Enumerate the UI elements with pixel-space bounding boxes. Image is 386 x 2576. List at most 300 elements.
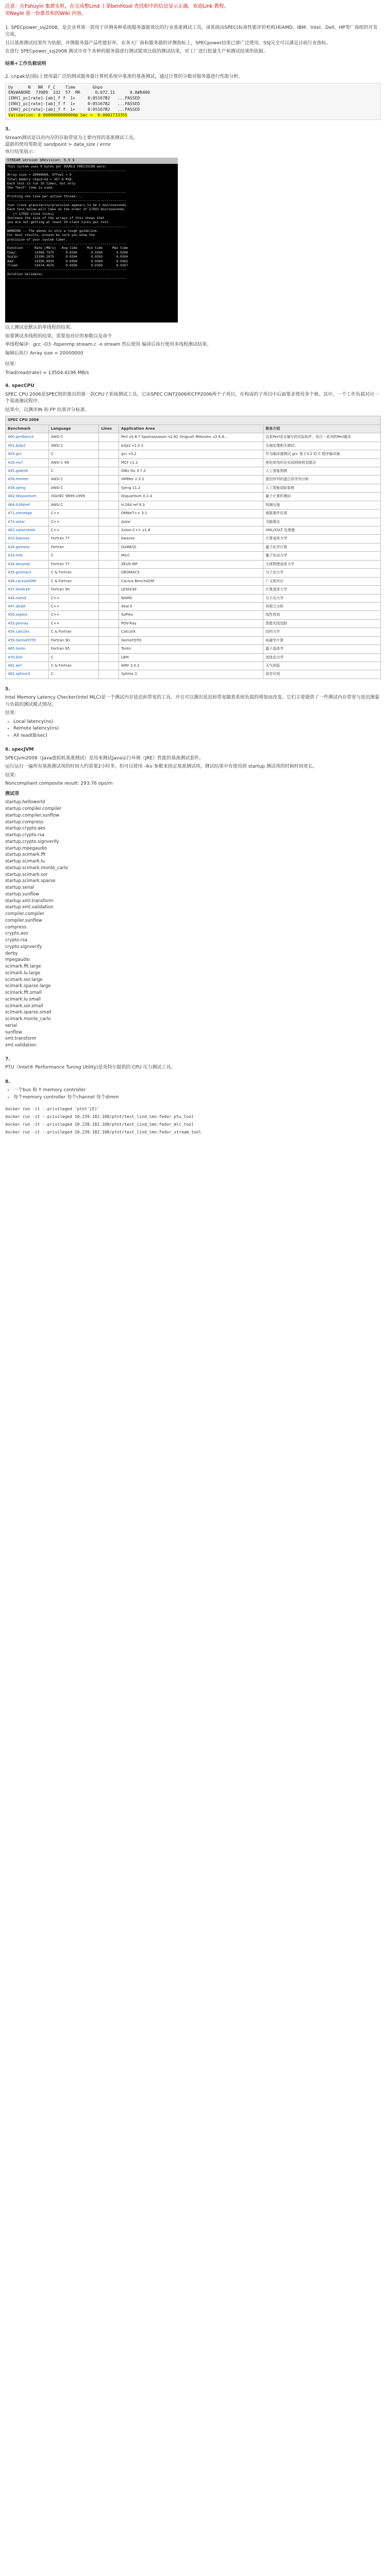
table-cell: C++ (48, 602, 98, 611)
table-cell: 445.gobmk (6, 467, 49, 475)
table-cell: 436.cactusADM (6, 577, 49, 585)
column-header: Benchmark (6, 425, 49, 433)
table-cell: 量子化学计算 (263, 543, 381, 551)
specjvm-benchmark-list (5, 799, 381, 1049)
table-cell: 分子动力学 (263, 569, 381, 577)
table-cell: gcc v3.2 (119, 450, 263, 459)
table-cell: GemsFDTD (119, 636, 263, 645)
terminal-line: ------------------------------------------------------------- (7, 199, 126, 203)
terminal-line: WARNING -- The above is only a rough guideline. (7, 229, 99, 233)
table-cell: libquantum 0.2.4 (119, 493, 263, 501)
table-cell: ZEUS-MP (119, 560, 263, 568)
table-cell: GAMESS (119, 543, 263, 551)
table-cell (99, 493, 119, 501)
step4-desc: SPEC CPU 2006是SPEC组织推出的第一款CPU子系统测试工具。它由SPEC CINT2006和CFP2006两个子项目，在构成的子项目中后面要求使用多个核。其中，一个工作负载对应一个基准测试程序。 (5, 392, 379, 404)
list-item: sunflow (5, 1029, 22, 1035)
list-item: startup.crypto.signverify (5, 839, 59, 844)
table-cell: ISO/IEC 9899:1999 (48, 493, 98, 501)
table-cell: C++ (48, 518, 98, 526)
table-cell: POV-Ray (119, 619, 263, 628)
list-item: crypto.signverify (5, 944, 42, 950)
table-row (6, 552, 381, 560)
step6-list-title: 测试项 (5, 791, 20, 796)
docker-command-line[interactable]: docker run -it --privileged 10.239.182.108/ptnt/test_lind_lmn:fedor_stream_tool (5, 1130, 202, 1135)
terminal-line: Add: 13339.9919 0.0360 0.0360 0.0361 (7, 259, 128, 263)
table-cell (99, 662, 119, 670)
table-cell: ANSI C 99 (48, 459, 98, 467)
table-cell: C (48, 450, 98, 459)
terminal-line: Copy: 12089.7375 0.0265 0.0265 0.0266 (7, 250, 128, 255)
table-cell (99, 535, 119, 543)
terminal-line: For best results, please be sure you know the (7, 233, 95, 238)
step3-title: 3. (5, 127, 10, 132)
table-cell: 483.xalancbmk (6, 527, 49, 535)
list-item: startup.compress (5, 819, 44, 825)
table-cell: 天体物理流体力学 (263, 560, 381, 568)
table-cell (99, 467, 119, 475)
table-cell: XML/XSLT 处理器 (263, 527, 381, 535)
list-item: scimark.sor.large (5, 977, 43, 982)
table-cell: C++ (48, 527, 98, 535)
table-body (6, 433, 381, 679)
table-row (6, 501, 381, 509)
terminal-line: (= 17502 clock ticks) (13, 212, 54, 216)
code-header: Uy N NR F_C Time Ghpo (8, 84, 103, 90)
terminal-line: ------------------------------------------------------------- (7, 242, 126, 246)
table-cell: C & Fortran (48, 628, 98, 636)
table-cell: LESlie3d (119, 586, 263, 594)
table-cell: OMNeT++ 3.1 (119, 510, 263, 518)
table-cell: WRF 2.0.2 (119, 662, 263, 670)
table-row (6, 619, 381, 628)
table-cell: MCF v1.2 (119, 459, 263, 467)
table-header-row (6, 416, 381, 425)
table-cell: 403.gcc (6, 450, 49, 459)
list-item: scimark.fft.small (5, 990, 42, 996)
terminal-line: the *best* time is used. (7, 186, 54, 190)
table-cell: 459.GemsFDTD (6, 636, 49, 645)
terminal-line: Function Rate (MB/s) Avg time Min time Max time (7, 246, 128, 250)
table-cell: 435.gromacs (6, 569, 49, 577)
table-row (6, 602, 381, 611)
table-cell: 天气预报 (263, 662, 381, 670)
terminal-line: Your clock granularity/precision appears to be 1 microseconds. (7, 203, 128, 207)
list-item: • 一个bus 和 Y memory controller (13, 1087, 381, 1094)
terminal-line: ------------------------------------------------------------- (7, 190, 126, 194)
table-cell (99, 433, 119, 442)
table-cell: 458.sjeng (6, 484, 49, 492)
column-header: Language (48, 425, 98, 433)
spec-cpu-table (5, 416, 381, 679)
step4-title: 4. specCPU (5, 383, 35, 389)
table-row (6, 645, 381, 653)
table-cell: 454.calculix (6, 628, 49, 636)
step3-after-line: 编辑后执行 Array size = 20000000 (5, 350, 83, 356)
table-row (6, 535, 381, 543)
table-cell: 图像光线追踪 (263, 619, 381, 628)
table-cell (99, 653, 119, 662)
docker-command-line[interactable]: docker run -it --privileged 10.239.182.108/ptnt/test_lind_lmn:fedor_mlc_tool (5, 1122, 194, 1127)
list-item: compress (5, 924, 26, 930)
table-cell: deal.II (119, 602, 263, 611)
table-cell: SoPlex (119, 611, 263, 619)
table-cell: 401.bzip2 (6, 442, 49, 450)
table-row (6, 560, 381, 568)
step4-result: Triad(read/rate) = 13504.4196 MB/s (5, 370, 89, 376)
table-cell (99, 586, 119, 594)
table-row (6, 476, 381, 484)
table-cell: 450.soplex (6, 611, 49, 619)
table-row (6, 611, 381, 619)
code-line: ENV#ABORE 73989 332 57 MR 0:072.11 0.8#8400 (8, 90, 150, 95)
code-block-1 (5, 83, 381, 121)
list-item: startup.scimark.lu (5, 859, 45, 865)
list-item: • Local latency(ns) (13, 719, 381, 726)
table-cell: 481.wrf (6, 662, 49, 670)
terminal-line: This system uses 8 bytes per DOUBLE PRECISION word. (7, 164, 107, 168)
table-cell: 482.sphinx3 (6, 670, 49, 679)
table-cell: 作为编译器测试 gcc 基于3.2 的 C 程序编译器 (263, 450, 381, 459)
table-row (6, 569, 381, 577)
step6-result-label: 结果： (5, 772, 20, 778)
notice-text: 注意：在Fshuyin 集群实机，在完成整Lind 上第benhtool 查找相中的信息显示正确，欢迎Link 教程。 用Nayle 基一份推荐和的Wiki 内容。 (5, 4, 229, 16)
list-item: startup.mpegaudio (5, 845, 47, 851)
section-ptu (0, 1056, 386, 1072)
table-cell: Fortran 95 (48, 645, 98, 653)
intro-line: 1. SPECpower_ssj2008，是企业界第一款用于评测各种系统服务器能效比的行业基准测试工具，该系统由SPEC(标准性能评价机构)和AMD、IBM、Intel、Dell、HP等厂商组织开发完成， (5, 25, 378, 38)
terminal-line: Triad: 13474.4576 0.0356 0.0356 0.0357 (7, 263, 128, 267)
list-item: scimark.sor.small (5, 1003, 43, 1009)
table-cell: ANSI C (48, 442, 98, 450)
list-item: startup.compiler.compiler (5, 806, 62, 812)
table-cell: 434.zeusmp (6, 560, 49, 568)
intro-line: 且以基准测试结果作为依据，评测服务器产品性能好坏。在各大厂商和服务器的评测指标上，SPECpower结果已被广泛使用，SSJ完全可以满足目前行业指标。 (5, 40, 331, 46)
list-item: • All read(B/sec) (13, 733, 381, 740)
table-cell: Fortran 77 (48, 535, 98, 543)
table-cell: 计算流体力学 (263, 586, 381, 594)
table-cell: C++ (48, 594, 98, 602)
terminal-line: Increase the size of the arrays if this shows that (7, 216, 105, 220)
table-cell: Fortran 90 (48, 636, 98, 645)
terminal-line: ------------------------------------------------------------- (7, 276, 126, 280)
table-cell (99, 518, 119, 526)
list-item: startup.scimark.sparse (5, 878, 56, 884)
table-cell (99, 619, 119, 628)
step7-title: 7. (5, 1056, 10, 1062)
terminal-line: you are not getting at least 20 clock ticks per test. (7, 221, 111, 225)
table-cell: 433.milc (6, 552, 49, 560)
table-row (6, 433, 381, 442)
table-cell (99, 645, 119, 653)
table-cell: 400.perlbench (6, 433, 49, 442)
table-row (6, 577, 381, 585)
terminal-line: Total memory required = 457.8 MiB. (7, 177, 74, 181)
step7-desc: PTU（Intel® Performance Tuning Utility)是英特尔提供的 CPU 压力测试工具。 (5, 1065, 176, 1071)
step8-title: 8. (5, 1079, 10, 1084)
list-item: scimark.lu.small (5, 996, 41, 1002)
table-cell: 471.omnetpp (6, 510, 49, 518)
list-item: • 每个memory controller 每个channel 每个dimm (13, 1094, 381, 1101)
table-row (6, 636, 381, 645)
table-cell: Sphinx 3 (119, 670, 263, 679)
table-subheader-row (6, 425, 381, 433)
list-item: scimark.monte_carlo (5, 1016, 51, 1022)
table-cell (99, 484, 119, 492)
column-header: 简单介绍 (263, 425, 381, 433)
table-cell: 离散事件仿真 (263, 510, 381, 518)
step6-desc2: 运行运行一遍所有基准测试项的时间大约需要2小时多，但可以使用 -ikv 参数来指定基准测试项，测试结果中有使用到 startup 测试项的时候时间更长。 (5, 764, 317, 770)
table-cell: Tonto (119, 645, 263, 653)
terminal-line: ------------------------------------------------------------- (7, 268, 126, 272)
list-item: scimark.fft.large (5, 964, 41, 970)
code-line: [ENV]_pc[rate]-[ab]_f f 1+ 0:05167B2 ...PASSED (8, 96, 140, 101)
list-item: crypto.aes (5, 931, 28, 937)
table-cell: 456.hmmer (6, 476, 49, 484)
table-cell: 462.libquantum (6, 493, 49, 501)
step6-title: 6. specJVM (5, 747, 34, 753)
table-cell: 这是Perl语言编写的实际软件，执行一系列的Perl脚本 (263, 433, 381, 442)
table-row (6, 653, 381, 662)
table-cell: 437.leslie3d (6, 586, 49, 594)
table-cell (99, 510, 119, 518)
list-item: serial (5, 1023, 18, 1028)
table-cell: GROMACS (119, 569, 263, 577)
table-cell (99, 450, 119, 459)
table-row (6, 543, 381, 551)
table-row (6, 442, 381, 450)
step5-title: 5. (5, 686, 10, 692)
table-row (6, 467, 381, 475)
column-header: Lines (99, 425, 119, 433)
list-item: compiler.sunflow (5, 918, 42, 923)
terminal-line: ------------------------------------------------------------- (7, 225, 126, 229)
notice-banner (0, 0, 386, 19)
list-item: startup.crypto.aes (5, 826, 45, 832)
table-cell: Xalan-C++ v1.8 (119, 527, 263, 535)
step6-result: Noncompliant composite result: 293.76 ops/m (5, 781, 113, 787)
table-cell: C & Fortran (48, 569, 98, 577)
table-cell: 压缩处理相关测试； (263, 442, 381, 450)
table-cell (99, 602, 119, 611)
table-row (6, 459, 381, 467)
table-cell: ANSI C (48, 476, 98, 484)
section-specjvm (0, 747, 386, 1049)
table-row (6, 450, 381, 459)
terminal-line: Scale: 12180.2675 0.0264 0.0263 0.0264 (7, 255, 128, 259)
terminal-title: STREAM version $Revision: 5.9 $ (5, 158, 178, 163)
table-cell: 473.astar (6, 518, 49, 526)
list-item: crypto.rsa (5, 938, 27, 943)
table-cell: GNU Go 3.7.2 (119, 467, 263, 475)
table-cell: C (48, 670, 98, 679)
table-cell: 416.gamess (6, 543, 49, 551)
table-cell: C & Fortran (48, 662, 98, 670)
table-row (6, 594, 381, 602)
table-cell: 447.dealII (6, 602, 49, 611)
table-cell (99, 577, 119, 585)
table-cell: NAMD (119, 594, 263, 602)
table-cell: 视频压缩 (263, 501, 381, 509)
table-row (6, 662, 381, 670)
table-cell: 线性规划 (263, 611, 381, 619)
step4-result-label: 结果： (5, 362, 20, 367)
table-cell: C (48, 653, 98, 662)
table-cell: C & Fortran (48, 577, 98, 585)
list-item: startup.scimark.sor (5, 872, 48, 877)
terminal-line: Printing one line per active thread.... (7, 195, 83, 199)
table-cell: 464.h264ref (6, 501, 49, 509)
table-cell: 电磁学计算 (263, 636, 381, 645)
terminal-line: Each test is run 10 times, but only (7, 182, 76, 186)
list-item: startup.compiler.sunflow (5, 812, 59, 818)
list-item: scimark.sparse.large (5, 984, 51, 989)
table-row (6, 484, 381, 492)
table-cell (99, 527, 119, 535)
table-cell: ANSI C (48, 484, 98, 492)
table-cell: 广义相对论 (263, 577, 381, 585)
table-cell: 470.lbm (6, 653, 49, 662)
code-highlight: Validation: 0.0000000000000@ Sec = 0.0001733355 (8, 112, 128, 117)
table-cell: 语音识别 (263, 670, 381, 679)
table-cell (99, 442, 119, 450)
terminal-line: ------------------------------------------------------------- (7, 168, 126, 173)
table-cell: 量子计算机模拟 (263, 493, 381, 501)
table-cell: 流体动力学 (263, 653, 381, 662)
step5-desc: Intel Memory Latency Checker(Intel MLC)是一个测试内存延迟和带宽的工具，并且可以测出延迟和带宽随着系统负载的增加而改变。它们主要提供了一些测试内存带宽与延迟测量与负载的测试模式情况。 (5, 695, 380, 707)
step5-list (5, 719, 381, 740)
step4-desc2: 结果中，以测评IN 和 FP 结果评分标准。 (5, 407, 90, 413)
table-cell: ANSI C (48, 433, 98, 442)
section-specpower (0, 25, 386, 68)
list-item: compiler.compiler (5, 911, 44, 917)
section-step8 (0, 1079, 386, 1136)
list-item: startup.xml.validation (5, 905, 54, 910)
list-item: scimark.sparse.small (5, 1010, 52, 1015)
step3-after-line: 如要测试多线程的结果，需要加对应的参数以及命令 (5, 333, 112, 339)
table-cell: 465.tonto (6, 645, 49, 653)
table-cell: 使用单纯形法实现网络规划算法 (263, 459, 381, 467)
table-cell: 444.namd (6, 594, 49, 602)
list-item: • Remote latency(ns) (13, 725, 381, 733)
section-mlc (0, 686, 386, 740)
table-row (6, 628, 381, 636)
table-cell (99, 636, 119, 645)
table-header: SPEC CPU 2006 (6, 416, 381, 425)
table-row (6, 527, 381, 535)
docker-command-line[interactable]: docker run -it --privileged 10.239.182.108/ptnt/test_lind_lmn:fedor_ptu_tool (5, 1114, 194, 1120)
table-cell: 量子晶体学 (263, 645, 381, 653)
table-cell: 分子动力学 (263, 594, 381, 602)
table-cell: Astar (119, 518, 263, 526)
section-step2 (0, 74, 386, 120)
intro-line: 在进行 SPECpower_ssj2008 测试中对个各种的服务器进行测试能效比值的测试结果，对工厂进行批量生产和测试结果的依据。 (5, 49, 268, 55)
list-item: xml.validation (5, 1043, 37, 1048)
step3-after-line: 单线程编译：gcc -O3 -fopenmp stream.c -o stream 然后使用 编译后执行使用多线程测试结果。 (5, 342, 212, 348)
table-cell: Fortran (48, 543, 98, 551)
table-cell: 计算流体力学 (263, 535, 381, 543)
list-item: startup.crypto.rsa (5, 833, 45, 838)
table-cell: bwaves (119, 535, 263, 543)
terminal-line: Array size = 20000000, Offset = 0 (7, 173, 72, 177)
list-item: mpegaudio (5, 957, 30, 963)
table-row (6, 586, 381, 594)
table-row (6, 518, 381, 526)
table-cell: 寻路算法 (263, 518, 381, 526)
table-cell (99, 459, 119, 467)
table-cell: 410.bwaves (6, 535, 49, 543)
docker-command-line[interactable]: docker run -it --privileged 'ptnt'[E]' (5, 1107, 100, 1112)
step2-text: 2. cnpak是国际上使用最广泛的测试服务器计算机系统中基准的基准测试，通过计算的分数对服务器进行性能分析。 (5, 74, 243, 80)
terminal-line: precision of your system timer. (7, 238, 68, 242)
code-line: [ENV]_pc[rate]-[ab]_T f 1+ 0:05167B2 ...PASSED (8, 101, 140, 106)
table-cell (99, 611, 119, 619)
step3-after-line: 以上测试是默认的单线程的结果。 (5, 325, 75, 331)
table-cell (99, 569, 119, 577)
table-cell: H.264 ref 9.3 (119, 501, 263, 509)
tools-title: 结果+工作负载说明 (5, 61, 46, 66)
table-cell: C++ (48, 619, 98, 628)
list-item: startup.serial (5, 885, 35, 891)
table-cell (99, 594, 119, 602)
table-cell: Sjeng 11.2 (119, 484, 263, 492)
table-cell: Cactus BenchADM (119, 577, 263, 585)
table-row (6, 493, 381, 501)
list-item: scimark.lu.large (5, 970, 41, 976)
section-step3 (0, 126, 386, 377)
step6-desc: SPECjvm2008（Java虚拟机基准测试）是用来测试Java运行环境（JRE）性能的基准测试套件。 (5, 755, 204, 761)
list-item: startup.xml.transform (5, 898, 54, 904)
list-item: derby (5, 951, 18, 956)
terminal-line: Solution Validates (7, 272, 43, 276)
table-cell (99, 560, 119, 568)
table-cell: LBM (119, 653, 263, 662)
table-row (6, 510, 381, 518)
table-cell (99, 501, 119, 509)
code-line: [ENV]_pc[rate]-[ab]_T f 1+ 0:05167B2 ...PASSED (8, 107, 140, 112)
table-cell: C++ (48, 510, 98, 518)
table-cell (99, 552, 119, 560)
table-cell (99, 476, 119, 484)
docker-commands (5, 1106, 381, 1136)
terminal-output (5, 164, 178, 282)
list-item: startup.helloworld (5, 800, 45, 805)
step8-list (5, 1087, 381, 1101)
table-cell: 量子色动力学 (263, 552, 381, 560)
step5-list-label: 结果： (5, 710, 20, 716)
table-cell: C (48, 552, 98, 560)
table-cell: CalculiX (119, 628, 263, 636)
table-cell (99, 628, 119, 636)
step3-desc: Stream测试是以对内存的存取带宽为主要内容的基准测试工具。 最新的使用帮助是 sandpoint > data_size / error 执行结果展示： (5, 135, 138, 155)
table-cell (99, 543, 119, 551)
table-cell: bzip2 v1.0.3 (119, 442, 263, 450)
list-item: startup.scimark.monte_carlo (5, 865, 68, 871)
table-cell: 结构力学 (263, 628, 381, 636)
table-cell (99, 670, 119, 679)
table-cell: 人工智能围棋 (263, 467, 381, 475)
table-cell: Fortran 77 (48, 560, 98, 568)
table-cell: C++ (48, 611, 98, 619)
table-cell: C (48, 467, 98, 475)
table-cell: MILC (119, 552, 263, 560)
table-cell: Perl v5.8.7 Spamassassin v2.61 (lingual) MHonArc v2.6.8... (119, 433, 263, 442)
list-item: xml.transform (5, 1036, 37, 1042)
table-cell: HMMer 2.3.2 (119, 476, 263, 484)
table-cell: Fortran 90 (48, 586, 98, 594)
table-cell: 人工智能国际象棋 (263, 484, 381, 492)
terminal-line: Each test below will take on the order of 17502 microseconds. (7, 208, 126, 212)
list-item: startup.scimark.fft (5, 852, 46, 858)
